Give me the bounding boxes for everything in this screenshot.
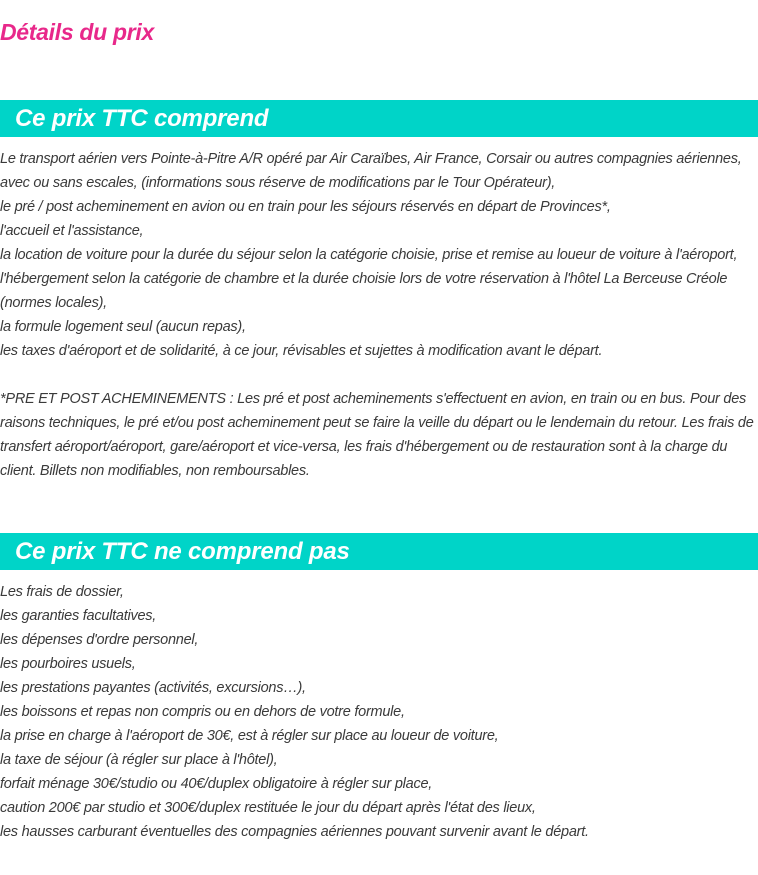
included-item: Le transport aérien vers Pointe-à-Pitre A/R opéré par Air Caraïbes, Air France, Corsair ou autres compagnies aériennes, avec ou sans escales, (informations sous réserve de modifications par le Tour Opérateur), <box>0 151 742 191</box>
included-item: la location de voiture pour la durée du séjour selon la catégorie choisie, prise et remise au loueur de voiture à l'aéroport, <box>0 247 738 263</box>
excluded-item: forfait ménage 30€/studio ou 40€/duplex obligatoire à régler sur place, <box>0 776 433 792</box>
excluded-item: les prestations payantes (activités, excursions…), <box>0 680 306 696</box>
included-item: l'hébergement selon la catégorie de chambre et la durée choisie lors de votre réservation à l'hôtel La Berceuse Créole (normes locales), <box>0 271 728 311</box>
excluded-list <box>0 580 758 844</box>
excluded-item: les dépenses d'ordre personnel, <box>0 632 199 648</box>
excluded-item: la taxe de séjour (à régler sur place à l'hôtel), <box>0 752 278 768</box>
excluded-item: la prise en charge à l'aéroport de 30€, est à régler sur place au loueur de voiture, <box>0 728 499 744</box>
excluded-item: Les frais de dossier, <box>0 584 124 600</box>
transport-note-text: *PRE ET POST ACHEMINEMENTS : Les pré et post acheminements s'effectuent en avion, en train ou en bus. Pour des raisons techniques, le pré et/ou post acheminement peut se faire la veille du départ ou le lendemain du retour. Les frais de transfert aéroport/aéroport, gare/aéroport et vice-versa, les frais d'hébergement ou de restauration sont à la charge du client. Billets non modifiables, non remboursables. <box>0 391 754 479</box>
excluded-item: les garanties facultatives, <box>0 608 157 624</box>
excluded-heading: Ce prix TTC ne comprend pas <box>15 538 350 565</box>
excluded-item: caution 200€ par studio et 300€/duplex restituée le jour du départ après l'état des lieux, <box>0 800 536 816</box>
included-item: la formule logement seul (aucun repas), <box>0 319 246 335</box>
included-item: le pré / post acheminement en avion ou en train pour les séjours réservés en départ de Provinces*, <box>0 199 611 215</box>
excluded-item: les hausses carburant éventuelles des compagnies aériennes pouvant survenir avant le départ. <box>0 824 589 840</box>
excluded-section-header <box>0 533 758 570</box>
page-title: Détails du prix <box>0 19 154 45</box>
included-section-header <box>0 100 758 137</box>
excluded-item: les pourboires usuels, <box>0 656 136 672</box>
included-item: les taxes d'aéroport et de solidarité, à ce jour, révisables et sujettes à modification avant le départ. <box>0 343 603 359</box>
transport-note <box>0 387 758 483</box>
excluded-item: les boissons et repas non compris ou en dehors de votre formule, <box>0 704 405 720</box>
included-item: l'accueil et l'assistance, <box>0 223 144 239</box>
included-list <box>0 147 758 363</box>
included-heading: Ce prix TTC comprend <box>15 105 269 132</box>
